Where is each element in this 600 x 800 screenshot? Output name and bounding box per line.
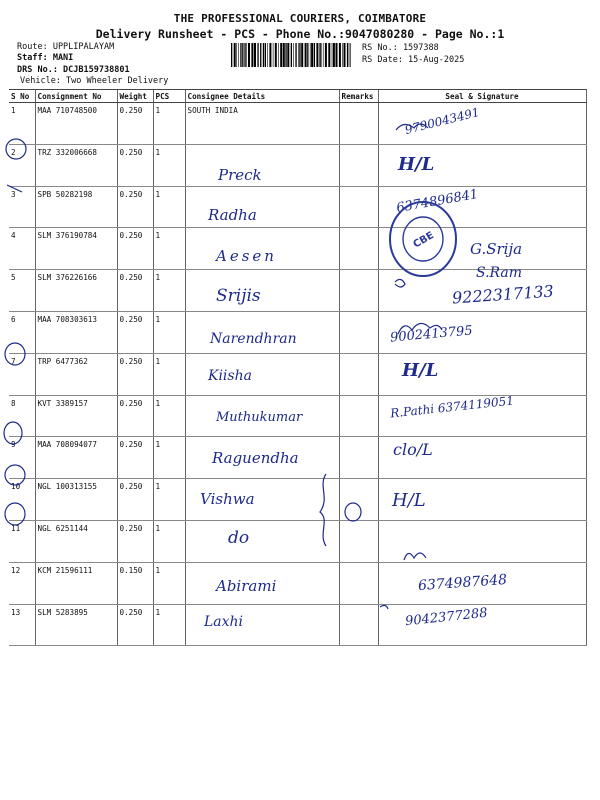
barcode-bar <box>291 43 292 67</box>
row-remarks <box>339 604 378 646</box>
rs-date: RS Date: 15-Aug-2025 <box>362 55 465 65</box>
handwritten-name: Vishwa <box>200 490 255 508</box>
row-consignment-no: SPB 50282198 <box>35 186 117 228</box>
barcode-bar <box>263 43 264 67</box>
barcode-bar <box>316 43 318 67</box>
barcode-bar <box>342 43 343 67</box>
row-pcs: 1 <box>153 228 185 270</box>
barcode-bar <box>265 43 266 67</box>
route-label: Route: UPPLIPALAYAM <box>17 42 115 52</box>
row-weight: 0.250 <box>117 186 153 228</box>
handwritten-name: Srijis <box>216 286 261 306</box>
row-consignment-no: NGL 100313155 <box>35 479 117 521</box>
handwritten-name: Aesen <box>216 247 277 265</box>
handwritten-signature: 6374896841 <box>395 186 480 217</box>
handwritten-name: do <box>228 528 250 548</box>
handwritten-signature: H/L <box>392 490 426 511</box>
row-consignment-no: MAA 708303613 <box>35 311 117 353</box>
barcode-bar <box>293 43 294 67</box>
handwritten-signature: 9790043491 <box>403 104 481 138</box>
table-row <box>9 311 586 353</box>
barcode-bar <box>344 43 346 67</box>
barcode-bar <box>301 43 303 67</box>
table-row <box>9 604 586 646</box>
handwritten-name: Narendhran <box>210 331 297 347</box>
barcode-bar <box>251 43 253 67</box>
barcode-bar <box>280 43 282 67</box>
rs-number: RS No.: 1597388 <box>362 43 439 53</box>
barcode-bar <box>314 43 315 67</box>
row-remarks <box>339 562 378 604</box>
row-pcs: 1 <box>153 562 185 604</box>
row-weight: 0.250 <box>117 144 153 186</box>
barcode-bar <box>305 43 307 67</box>
row-consignee <box>185 270 339 312</box>
barcode-bar <box>287 43 289 67</box>
row-weight: 0.250 <box>117 604 153 646</box>
vehicle-label: Vehicle: Two Wheeler Delivery <box>20 76 169 86</box>
drs-number: DRS No.: DCJB159738801 <box>17 65 130 75</box>
row-remarks <box>339 479 378 521</box>
col-consignment-header: Consignment No <box>35 90 117 103</box>
handwritten-signature: clo/L <box>393 440 433 459</box>
barcode-bar <box>278 43 279 67</box>
barcode-bar <box>310 43 311 67</box>
row-sno: 7 <box>9 353 35 395</box>
company-seal <box>388 200 458 278</box>
barcode-bar <box>283 43 285 67</box>
handwritten-signature: 9042377288 <box>404 605 489 630</box>
table-header-row <box>9 90 586 103</box>
barcode-bar <box>328 43 330 67</box>
row-remarks <box>339 520 378 562</box>
handwritten-name: Muthukumar <box>216 410 303 425</box>
row-consignee: SOUTH INDIA <box>185 103 339 145</box>
handwritten-signature: 6374987648 <box>417 571 508 595</box>
handwritten-signature: 9222317133 <box>451 281 555 308</box>
barcode-bar <box>236 43 237 67</box>
row-remarks <box>339 144 378 186</box>
handwritten-name: Laxhi <box>204 614 244 630</box>
barcode-bar <box>299 43 300 67</box>
row-remarks <box>339 437 378 479</box>
table-row <box>9 186 586 228</box>
row-weight: 0.250 <box>117 270 153 312</box>
row-remarks <box>339 395 378 437</box>
row-remarks <box>339 270 378 312</box>
barcode-bar <box>260 43 261 67</box>
handwritten-signature: G.Srija <box>470 240 523 258</box>
row-consignee <box>185 520 339 562</box>
row-consignment-no: NGL 6251144 <box>35 520 117 562</box>
handwritten-name: Raguendha <box>212 449 299 467</box>
handwritten-signature: H/L <box>402 360 439 381</box>
col-remarks-header: Remarks <box>339 90 378 103</box>
barcode-bar <box>242 43 243 67</box>
handwritten-signature: R.Pathi 6374119051 <box>389 393 515 421</box>
barcode-bar <box>323 43 324 67</box>
row-pcs: 1 <box>153 395 185 437</box>
barcode-bar <box>350 43 351 67</box>
row-pcs: 1 <box>153 103 185 145</box>
barcode-bar <box>254 43 256 67</box>
row-sno: 4 <box>9 228 35 270</box>
barcode-bar <box>325 43 327 67</box>
barcode-bar <box>349 43 350 67</box>
row-sno: 1 <box>9 103 35 145</box>
handwritten-name: Abirami <box>216 577 277 595</box>
handwritten-signature: S.Ram <box>476 265 523 281</box>
barcode-bar <box>240 43 241 67</box>
barcode-bar <box>347 43 348 67</box>
barcode-bar <box>333 43 335 67</box>
row-weight: 0.150 <box>117 562 153 604</box>
barcode-bar <box>248 43 250 67</box>
barcode-bar <box>285 43 286 67</box>
handwritten-signature: H/L <box>398 154 435 175</box>
table-row <box>9 479 586 521</box>
row-pcs: 1 <box>153 437 185 479</box>
row-consignment-no: SLM 5283895 <box>35 604 117 646</box>
row-remarks <box>339 103 378 145</box>
barcode-bar <box>319 43 320 67</box>
row-signature <box>378 520 586 562</box>
row-sno: 12 <box>9 562 35 604</box>
row-consignment-no: SLM 376226166 <box>35 270 117 312</box>
row-weight: 0.250 <box>117 311 153 353</box>
table-row <box>9 520 586 562</box>
row-remarks <box>339 228 378 270</box>
row-sno: 13 <box>9 604 35 646</box>
row-consignment-no: TRZ 332006668 <box>35 144 117 186</box>
row-weight: 0.250 <box>117 228 153 270</box>
barcode-bar <box>298 43 299 67</box>
handwritten-name: Preck <box>218 166 262 184</box>
row-consignment-no: MAA 710748500 <box>35 103 117 145</box>
row-pcs: 1 <box>153 604 185 646</box>
row-weight: 0.250 <box>117 103 153 145</box>
row-sno: 9 <box>9 437 35 479</box>
row-pcs: 1 <box>153 144 185 186</box>
row-consignment-no: SLM 376190784 <box>35 228 117 270</box>
row-sno: 11 <box>9 520 35 562</box>
barcode-bar <box>320 43 321 67</box>
row-weight: 0.250 <box>117 479 153 521</box>
barcode-bar <box>234 43 236 67</box>
row-consignment-no: MAA 708094077 <box>35 437 117 479</box>
row-sno: 8 <box>9 395 35 437</box>
handwritten-signature: 9002413795 <box>389 323 474 346</box>
row-sno: 10 <box>9 479 35 521</box>
table-row <box>9 353 586 395</box>
row-remarks <box>339 353 378 395</box>
row-pcs: 1 <box>153 270 185 312</box>
runsheet-table <box>9 89 587 646</box>
row-weight: 0.250 <box>117 353 153 395</box>
barcode-bar <box>231 43 232 67</box>
row-sno: 3 <box>9 186 35 228</box>
row-pcs: 1 <box>153 311 185 353</box>
runsheet-title: Delivery Runsheet - PCS - Phone No.:9047080280 - Page No.:1 <box>95 27 505 41</box>
staff-label: Staff: MANI <box>17 53 74 63</box>
row-sno: 2 <box>9 144 35 186</box>
handwritten-name: Kiisha <box>208 368 252 384</box>
barcode-bar <box>332 43 333 67</box>
seal-text: CBE <box>411 230 436 251</box>
barcode-bar <box>275 43 277 67</box>
barcode-bar <box>339 43 341 67</box>
col-pcs-header: PCS <box>153 90 185 103</box>
barcode-bar <box>238 43 239 67</box>
row-weight: 0.250 <box>117 437 153 479</box>
row-consignment-no: TRP 6477362 <box>35 353 117 395</box>
row-weight: 0.250 <box>117 395 153 437</box>
row-remarks <box>339 311 378 353</box>
handwritten-name: Radha <box>208 206 257 224</box>
barcode-bar <box>273 43 274 67</box>
row-sno: 5 <box>9 270 35 312</box>
barcode-bar <box>336 43 338 67</box>
col-sno-header: S No <box>9 90 35 103</box>
row-pcs: 1 <box>153 479 185 521</box>
row-pcs: 1 <box>153 186 185 228</box>
row-consignment-no: KCM 21596111 <box>35 562 117 604</box>
barcode-bar <box>307 43 308 67</box>
table-row <box>9 144 586 186</box>
col-consignee-header: Consignee Details <box>185 90 339 103</box>
col-signature-header: Seal & Signature <box>378 90 586 103</box>
col-weight-header: Weight <box>117 90 153 103</box>
table-row <box>9 103 586 145</box>
row-sno: 6 <box>9 311 35 353</box>
barcode-bar <box>257 43 258 67</box>
row-consignment-no: KVT 3389157 <box>35 395 117 437</box>
row-remarks <box>339 186 378 228</box>
row-pcs: 1 <box>153 520 185 562</box>
barcode-bar <box>267 43 268 67</box>
company-title: THE PROFESSIONAL COURIERS, COIMBATORE <box>173 12 427 25</box>
barcode <box>230 43 354 67</box>
row-consignee <box>185 144 339 186</box>
row-weight: 0.250 <box>117 520 153 562</box>
barcode-bar <box>269 43 271 67</box>
barcode-bar <box>245 43 246 67</box>
barcode-bar <box>295 43 296 67</box>
row-pcs: 1 <box>153 353 185 395</box>
barcode-bar <box>244 43 245 67</box>
barcode-bar <box>311 43 313 67</box>
